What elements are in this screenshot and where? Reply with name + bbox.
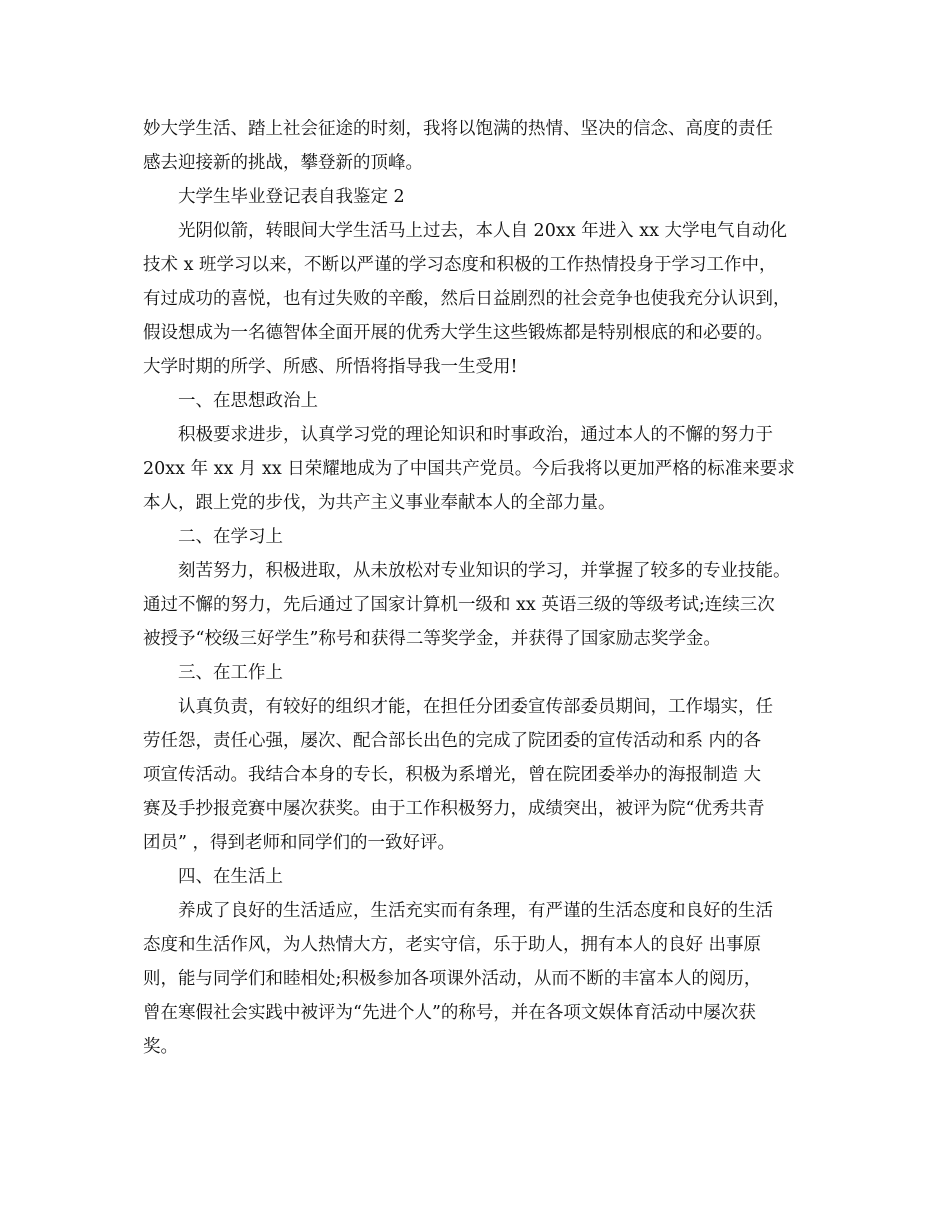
paragraph-line: 曾在寒假社会实践中被评为“先进个人”的称号，并在各项文娱体育活动中屡次获 bbox=[143, 1003, 756, 1023]
paragraph-line: 养成了良好的生活适应，生活充实而有条理，有严谨的生活态度和良好的生活 bbox=[178, 901, 773, 921]
paragraph-line: 劳任怨，责任心强，屡次、配合部长出色的完成了院团委的宣传活动和系 内的各 bbox=[143, 731, 762, 751]
section-heading: 二、在学习上 bbox=[178, 527, 283, 547]
document-body bbox=[143, 112, 818, 1064]
paragraph-line: 20xx 年 xx 月 xx 日荣耀地成为了中国共产党员。今后我将以更加严格的标准来要求 bbox=[143, 459, 795, 479]
paragraph-line: 项宣传活动。我结合本身的专长，积极为系增光，曾在院团委举办的海报制造 大 bbox=[143, 765, 762, 785]
paragraph-line: 赛及手抄报竞赛中屡次获奖。由于工作积极努力，成绩突出，被评为院“优秀共青 bbox=[143, 799, 765, 819]
paragraph-line: 团员” ，得到老师和同学们的一致好评。 bbox=[143, 833, 456, 853]
paragraph-line: 大学时期的所学、所感、所悟将指导我一生受用! bbox=[143, 357, 518, 377]
paragraph-line: 奖。 bbox=[143, 1037, 178, 1057]
paragraph-line: 假设想成为一名德智体全面开展的优秀大学生这些锻炼都是特别根底的和必要的。 bbox=[143, 323, 773, 343]
section-heading: 一、在思想政治上 bbox=[178, 391, 318, 411]
paragraph-line: 刻苦努力，积极进取，从未放松对专业知识的学习，并掌握了较多的专业技能。 bbox=[178, 561, 791, 581]
paragraph-line: 有过成功的喜悦，也有过失败的辛酸，然后日益剧烈的社会竞争也使我充分认识到， bbox=[143, 289, 791, 309]
paragraph-line: 感去迎接新的挑战，攀登新的顶峰。 bbox=[143, 153, 423, 173]
section-heading: 三、在工作上 bbox=[178, 663, 283, 683]
paragraph-line: 积极要求进步，认真学习党的理论知识和时事政治，通过本人的不懈的努力于 bbox=[178, 425, 773, 445]
paragraph-line: 光阴似箭，转眼间大学生活马上过去，本人自 20xx 年进入 xx 大学电气自动化 bbox=[178, 221, 787, 241]
section-heading: 四、在生活上 bbox=[178, 867, 283, 887]
paragraph-line: 态度和生活作风，为人热情大方，老实守信，乐于助人，拥有本人的良好 出事原 bbox=[143, 935, 762, 955]
paragraph-line: 认真负责，有较好的组织才能，在担任分团委宣传部委员期间，工作塌实，任 bbox=[178, 697, 773, 717]
section-title: 大学生毕业登记表自我鉴定 2 bbox=[178, 187, 405, 207]
paragraph-line: 妙大学生活、踏上社会征途的时刻，我将以饱满的热情、坚决的信念、高度的责任 bbox=[143, 119, 773, 139]
paragraph-line: 通过不懈的努力，先后通过了国家计算机一级和 xx 英语三级的等级考试;连续三次 bbox=[143, 595, 775, 615]
paragraph-line: 被授予“校级三好学生”称号和获得二等奖学金，并获得了国家励志奖学金。 bbox=[143, 629, 721, 649]
paragraph-line: 则，能与同学们和睦相处;积极参加各项课外活动，从而不断的丰富本人的阅历， bbox=[143, 969, 762, 989]
paragraph-line: 技术 x 班学习以来，不断以严谨的学习态度和积极的工作热情投身于学习工作中， bbox=[143, 255, 777, 275]
paragraph-line: 本人，跟上党的步伐，为共产主义事业奉献本人的全部力量。 bbox=[143, 493, 616, 513]
